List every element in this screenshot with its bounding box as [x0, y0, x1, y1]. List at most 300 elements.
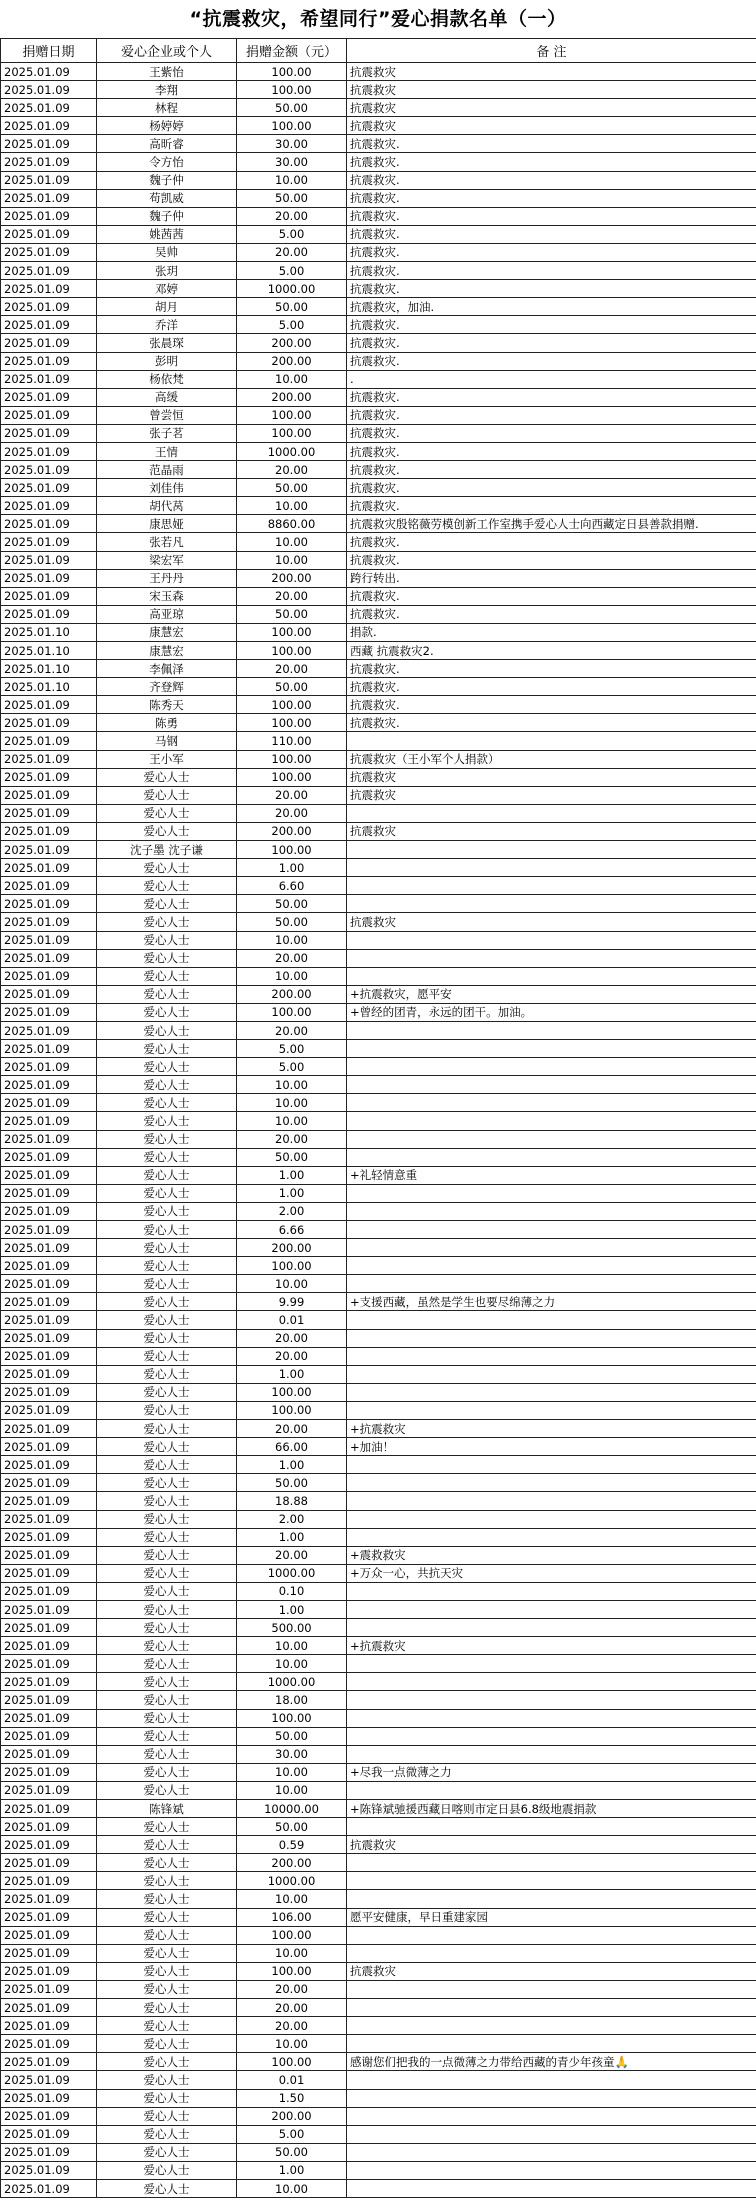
cell-date: 2025.01.09 — [1, 605, 97, 623]
cell-donor: 爱心人士 — [97, 786, 237, 804]
cell-amount: 66.00 — [237, 1438, 347, 1456]
cell-date: 2025.01.09 — [1, 1781, 97, 1799]
cell-date: 2025.01.09 — [1, 1528, 97, 1546]
cell-donor: 爱心人士 — [97, 1836, 237, 1854]
cell-amount: 200.00 — [237, 388, 347, 406]
cell-amount: 100.00 — [237, 714, 347, 732]
cell-note: +陈锋斌驰援西藏日喀则市定日县6.8级地震捐款 — [347, 1800, 756, 1818]
cell-date: 2025.01.09 — [1, 1962, 97, 1980]
cell-note: 抗震救灾. — [347, 352, 756, 370]
table-row — [1, 1781, 756, 1799]
table-row — [1, 1184, 756, 1202]
table-row — [1, 1691, 756, 1709]
table-row — [1, 822, 756, 840]
cell-date: 2025.01.09 — [1, 967, 97, 985]
cell-donor: 爱心人士 — [97, 1546, 237, 1564]
cell-donor: 爱心人士 — [97, 2143, 237, 2161]
cell-amount: 1000.00 — [237, 442, 347, 460]
cell-donor: 王情 — [97, 442, 237, 460]
cell-amount: 10.00 — [237, 1781, 347, 1799]
cell-date: 2025.01.09 — [1, 1980, 97, 1998]
cell-donor: 爱心人士 — [97, 1908, 237, 1926]
cell-amount: 100.00 — [237, 1257, 347, 1275]
cell-date: 2025.01.09 — [1, 63, 97, 81]
table-row — [1, 153, 756, 171]
cell-note: 抗震救灾. — [347, 406, 756, 424]
cell-donor: 爱心人士 — [97, 2107, 237, 2125]
cell-note — [347, 1040, 756, 1058]
table-row — [1, 949, 756, 967]
table-row — [1, 171, 756, 189]
cell-amount: 200.00 — [237, 1239, 347, 1257]
cell-amount: 10.00 — [237, 2035, 347, 2053]
cell-date: 2025.01.09 — [1, 334, 97, 352]
cell-amount: 10.00 — [237, 1112, 347, 1130]
cell-note — [347, 859, 756, 877]
cell-note — [347, 2161, 756, 2179]
cell-amount: 50.00 — [237, 895, 347, 913]
cell-donor: 爱心人士 — [97, 2071, 237, 2089]
cell-note: 抗震救灾. — [347, 153, 756, 171]
cell-donor: 爱心人士 — [97, 1130, 237, 1148]
cell-amount: 10.00 — [237, 171, 347, 189]
cell-amount: 1.00 — [237, 1600, 347, 1618]
table-row — [1, 262, 756, 280]
cell-donor: 爱心人士 — [97, 1347, 237, 1365]
cell-donor: 爱心人士 — [97, 1944, 237, 1962]
table-header — [1, 39, 756, 63]
cell-donor: 爱心人士 — [97, 1854, 237, 1872]
cell-donor: 爱心人士 — [97, 1438, 237, 1456]
table-row — [1, 298, 756, 316]
table-row — [1, 1673, 756, 1691]
table-row — [1, 243, 756, 261]
cell-date: 2025.01.09 — [1, 1329, 97, 1347]
cell-amount: 50.00 — [237, 479, 347, 497]
cell-note — [347, 1021, 756, 1039]
cell-date: 2025.01.09 — [1, 1510, 97, 1528]
cell-date: 2025.01.09 — [1, 1311, 97, 1329]
table-row — [1, 1257, 756, 1275]
cell-date: 2025.01.09 — [1, 2089, 97, 2107]
table-row — [1, 642, 756, 660]
cell-date: 2025.01.09 — [1, 1401, 97, 1419]
cell-donor: 爱心人士 — [97, 1781, 237, 1799]
cell-amount: 100.00 — [237, 750, 347, 768]
cell-amount: 10.00 — [237, 931, 347, 949]
cell-donor: 爱心人士 — [97, 1999, 237, 2017]
cell-note — [347, 1582, 756, 1600]
cell-amount: 100.00 — [237, 696, 347, 714]
cell-donor: 爱心人士 — [97, 967, 237, 985]
cell-date: 2025.01.09 — [1, 280, 97, 298]
table-row — [1, 1619, 756, 1637]
table-row — [1, 189, 756, 207]
cell-amount: 100.00 — [237, 623, 347, 641]
table-row — [1, 370, 756, 388]
cell-date: 2025.01.09 — [1, 1257, 97, 1275]
table-row — [1, 352, 756, 370]
cell-note: 抗震救灾 — [347, 1836, 756, 1854]
cell-amount: 10.00 — [237, 551, 347, 569]
cell-note: 抗震救灾. — [347, 605, 756, 623]
cell-note: 抗震救灾. — [347, 334, 756, 352]
table-row — [1, 1546, 756, 1564]
cell-date: 2025.01.10 — [1, 678, 97, 696]
table-row — [1, 1854, 756, 1872]
cell-amount: 100.00 — [237, 1926, 347, 1944]
cell-note — [347, 1239, 756, 1257]
table-row — [1, 2053, 756, 2071]
cell-note: 抗震救灾 — [347, 99, 756, 117]
cell-note: +支援西藏，虽然是学生也要尽绵薄之力 — [347, 1293, 756, 1311]
cell-date: 2025.01.09 — [1, 822, 97, 840]
cell-amount: 1000.00 — [237, 1673, 347, 1691]
cell-amount: 20.00 — [237, 243, 347, 261]
table-row — [1, 2125, 756, 2143]
cell-note — [347, 1510, 756, 1528]
cell-note — [347, 895, 756, 913]
cell-note — [347, 1112, 756, 1130]
cell-donor: 高亚琼 — [97, 605, 237, 623]
cell-amount: 200.00 — [237, 569, 347, 587]
cell-note — [347, 1890, 756, 1908]
cell-amount: 50.00 — [237, 913, 347, 931]
table-row — [1, 1908, 756, 1926]
cell-amount: 100.00 — [237, 406, 347, 424]
cell-donor: 爱心人士 — [97, 1076, 237, 1094]
cell-date: 2025.01.09 — [1, 2161, 97, 2179]
cell-note: 抗震救灾. — [347, 587, 756, 605]
cell-donor: 高昕睿 — [97, 135, 237, 153]
cell-amount: 5.00 — [237, 316, 347, 334]
table-row — [1, 569, 756, 587]
table-row — [1, 442, 756, 460]
cell-amount: 10.00 — [237, 533, 347, 551]
cell-date: 2025.01.09 — [1, 859, 97, 877]
cell-date: 2025.01.09 — [1, 1926, 97, 1944]
cell-amount: 100.00 — [237, 768, 347, 786]
cell-donor: 康慧宏 — [97, 623, 237, 641]
cell-donor: 爱心人士 — [97, 1202, 237, 1220]
cell-amount: 10.00 — [237, 1944, 347, 1962]
table-row — [1, 696, 756, 714]
cell-date: 2025.01.09 — [1, 587, 97, 605]
cell-date: 2025.01.09 — [1, 135, 97, 153]
cell-donor: 爱心人士 — [97, 1619, 237, 1637]
cell-amount: 1.00 — [237, 1456, 347, 1474]
cell-donor: 爱心人士 — [97, 931, 237, 949]
cell-donor: 张子茗 — [97, 424, 237, 442]
cell-amount: 100.00 — [237, 1962, 347, 1980]
cell-note — [347, 2071, 756, 2089]
cell-amount: 10000.00 — [237, 1800, 347, 1818]
cell-date: 2025.01.09 — [1, 786, 97, 804]
table-row — [1, 587, 756, 605]
cell-donor: 爱心人士 — [97, 2089, 237, 2107]
cell-date: 2025.01.09 — [1, 153, 97, 171]
cell-date: 2025.01.09 — [1, 750, 97, 768]
cell-date: 2025.01.09 — [1, 1582, 97, 1600]
cell-date: 2025.01.09 — [1, 2107, 97, 2125]
cell-amount: 5.00 — [237, 262, 347, 280]
cell-donor: 爱心人士 — [97, 1890, 237, 1908]
cell-amount: 100.00 — [237, 642, 347, 660]
cell-amount: 0.01 — [237, 1311, 347, 1329]
cell-note — [347, 1275, 756, 1293]
cell-date: 2025.01.09 — [1, 1347, 97, 1365]
cell-amount: 100.00 — [237, 424, 347, 442]
cell-note: 抗震救灾 — [347, 117, 756, 135]
cell-note — [347, 1854, 756, 1872]
table-row — [1, 913, 756, 931]
cell-amount: 10.00 — [237, 1094, 347, 1112]
cell-note: 抗震救灾. — [347, 678, 756, 696]
cell-date: 2025.01.09 — [1, 2143, 97, 2161]
cell-note — [347, 1058, 756, 1076]
cell-donor: 陈秀天 — [97, 696, 237, 714]
cell-note — [347, 1311, 756, 1329]
cell-amount: 20.00 — [237, 587, 347, 605]
table-row — [1, 768, 756, 786]
cell-note — [347, 877, 756, 895]
cell-donor: 爱心人士 — [97, 1872, 237, 1890]
cell-note — [347, 1492, 756, 1510]
cell-donor: 爱心人士 — [97, 2035, 237, 2053]
cell-note — [347, 967, 756, 985]
cell-note — [347, 1926, 756, 1944]
cell-date: 2025.01.09 — [1, 1383, 97, 1401]
cell-date: 2025.01.09 — [1, 1999, 97, 2017]
cell-donor: 爱心人士 — [97, 1980, 237, 1998]
table-row — [1, 424, 756, 442]
cell-donor: 爱心人士 — [97, 1311, 237, 1329]
cell-date: 2025.01.09 — [1, 1474, 97, 1492]
cell-donor: 康思娅 — [97, 515, 237, 533]
cell-amount: 50.00 — [237, 2143, 347, 2161]
cell-note — [347, 1076, 756, 1094]
cell-donor: 王丹丹 — [97, 569, 237, 587]
header-date: 捐赠日期 — [1, 39, 97, 63]
table-row — [1, 551, 756, 569]
cell-date: 2025.01.09 — [1, 696, 97, 714]
cell-amount: 200.00 — [237, 1854, 347, 1872]
cell-donor: 爱心人士 — [97, 913, 237, 931]
cell-note: 抗震救灾. — [347, 262, 756, 280]
cell-note: 抗震救灾 — [347, 822, 756, 840]
table-row — [1, 1745, 756, 1763]
cell-note — [347, 2143, 756, 2161]
cell-date: 2025.01.09 — [1, 949, 97, 967]
table-row — [1, 406, 756, 424]
table-row — [1, 1401, 756, 1419]
cell-date: 2025.01.09 — [1, 171, 97, 189]
cell-donor: 沈子墨 沈子谦 — [97, 841, 237, 859]
table-row — [1, 1492, 756, 1510]
cell-note: +礼轻情意重 — [347, 1166, 756, 1184]
table-row — [1, 1800, 756, 1818]
cell-amount: 500.00 — [237, 1619, 347, 1637]
cell-donor: 爱心人士 — [97, 949, 237, 967]
cell-date: 2025.01.10 — [1, 660, 97, 678]
cell-donor: 爱心人士 — [97, 1691, 237, 1709]
cell-amount: 50.00 — [237, 1474, 347, 1492]
cell-amount: 30.00 — [237, 1745, 347, 1763]
cell-date: 2025.01.09 — [1, 1745, 97, 1763]
table-row — [1, 1148, 756, 1166]
table-row — [1, 1094, 756, 1112]
table-row — [1, 1709, 756, 1727]
header-note: 备 注 — [347, 39, 756, 63]
cell-date: 2025.01.09 — [1, 1112, 97, 1130]
cell-donor: 爱心人士 — [97, 2179, 237, 2197]
table-row — [1, 2179, 756, 2197]
cell-date: 2025.01.09 — [1, 1130, 97, 1148]
cell-amount: 20.00 — [237, 2017, 347, 2035]
table-row — [1, 1221, 756, 1239]
cell-donor: 爱心人士 — [97, 1582, 237, 1600]
cell-amount: 5.00 — [237, 1040, 347, 1058]
cell-note — [347, 1944, 756, 1962]
cell-note — [347, 1347, 756, 1365]
cell-donor: 康慧宏 — [97, 642, 237, 660]
table-row — [1, 2143, 756, 2161]
cell-note — [347, 1818, 756, 1836]
cell-date: 2025.01.09 — [1, 804, 97, 822]
cell-date: 2025.01.09 — [1, 243, 97, 261]
table-row — [1, 1890, 756, 1908]
cell-donor: 魏子仲 — [97, 207, 237, 225]
cell-donor: 吴帅 — [97, 243, 237, 261]
cell-note — [347, 1528, 756, 1546]
cell-donor: 张若凡 — [97, 533, 237, 551]
table-body — [1, 63, 756, 2198]
cell-amount: 10.00 — [237, 2179, 347, 2197]
cell-amount: 20.00 — [237, 1329, 347, 1347]
cell-date: 2025.01.09 — [1, 1691, 97, 1709]
cell-amount: 50.00 — [237, 1818, 347, 1836]
cell-donor: 梁宏军 — [97, 551, 237, 569]
cell-donor: 王小军 — [97, 750, 237, 768]
cell-date: 2025.01.09 — [1, 1492, 97, 1510]
cell-donor: 魏子仲 — [97, 171, 237, 189]
cell-note: 跨行转出. — [347, 569, 756, 587]
table-row — [1, 1040, 756, 1058]
cell-date: 2025.01.09 — [1, 352, 97, 370]
cell-date: 2025.01.09 — [1, 768, 97, 786]
cell-donor: 爱心人士 — [97, 1040, 237, 1058]
table-row — [1, 1836, 756, 1854]
page-title: “抗震救灾，希望同行”爱心捐款名单（一） — [0, 0, 756, 38]
cell-date: 2025.01.09 — [1, 406, 97, 424]
cell-amount: 5.00 — [237, 225, 347, 243]
table-row — [1, 334, 756, 352]
cell-date: 2025.01.09 — [1, 1637, 97, 1655]
cell-donor: 邓婷 — [97, 280, 237, 298]
cell-note — [347, 1148, 756, 1166]
table-row — [1, 1980, 756, 1998]
cell-note: 抗震救灾 — [347, 786, 756, 804]
table-row — [1, 1763, 756, 1781]
table-row — [1, 1130, 756, 1148]
cell-note: . — [347, 370, 756, 388]
cell-donor: 爱心人士 — [97, 2053, 237, 2071]
cell-date: 2025.01.09 — [1, 895, 97, 913]
cell-note — [347, 1600, 756, 1618]
cell-note — [347, 804, 756, 822]
table-row — [1, 533, 756, 551]
cell-amount: 1.50 — [237, 2089, 347, 2107]
cell-amount: 0.10 — [237, 1582, 347, 1600]
cell-note — [347, 1329, 756, 1347]
table-row — [1, 895, 756, 913]
cell-note — [347, 1365, 756, 1383]
cell-amount: 2.00 — [237, 1510, 347, 1528]
cell-note: +加油！ — [347, 1438, 756, 1456]
table-row — [1, 1058, 756, 1076]
cell-amount: 1.00 — [237, 1365, 347, 1383]
cell-donor: 爱心人士 — [97, 1021, 237, 1039]
cell-date: 2025.01.09 — [1, 1221, 97, 1239]
table-row — [1, 841, 756, 859]
cell-amount: 100.00 — [237, 2053, 347, 2071]
cell-amount: 106.00 — [237, 1908, 347, 1926]
table-row — [1, 1637, 756, 1655]
cell-donor: 胡月 — [97, 298, 237, 316]
cell-amount: 20.00 — [237, 949, 347, 967]
table-row — [1, 63, 756, 81]
cell-amount: 100.00 — [237, 81, 347, 99]
table-row — [1, 2071, 756, 2089]
cell-date: 2025.01.09 — [1, 461, 97, 479]
cell-amount: 50.00 — [237, 605, 347, 623]
cell-donor: 爱心人士 — [97, 1058, 237, 1076]
cell-donor: 爱心人士 — [97, 1474, 237, 1492]
cell-donor: 杨依梵 — [97, 370, 237, 388]
cell-donor: 爱心人士 — [97, 1112, 237, 1130]
cell-donor: 爱心人士 — [97, 1221, 237, 1239]
table-row — [1, 1510, 756, 1528]
cell-donor: 爱心人士 — [97, 985, 237, 1003]
cell-note — [347, 1999, 756, 2017]
cell-donor: 爱心人士 — [97, 1329, 237, 1347]
cell-amount: 10.00 — [237, 1275, 347, 1293]
cell-date: 2025.01.09 — [1, 1094, 97, 1112]
cell-note: +万众一心，共抗天灾 — [347, 1564, 756, 1582]
cell-donor: 爱心人士 — [97, 1637, 237, 1655]
cell-amount: 50.00 — [237, 298, 347, 316]
cell-amount: 1.00 — [237, 859, 347, 877]
cell-donor: 爱心人士 — [97, 1257, 237, 1275]
cell-note: 抗震救灾 — [347, 913, 756, 931]
cell-note — [347, 931, 756, 949]
table-row — [1, 1999, 756, 2017]
cell-note — [347, 2089, 756, 2107]
cell-note: 抗震救灾. — [347, 442, 756, 460]
cell-amount: 10.00 — [237, 497, 347, 515]
cell-amount: 50.00 — [237, 1148, 347, 1166]
cell-date: 2025.01.09 — [1, 1890, 97, 1908]
table-row — [1, 2089, 756, 2107]
cell-donor: 爱心人士 — [97, 1239, 237, 1257]
table-row — [1, 1275, 756, 1293]
cell-note: 抗震救灾，加油. — [347, 298, 756, 316]
cell-note — [347, 1980, 756, 1998]
cell-date: 2025.01.09 — [1, 732, 97, 750]
cell-note: 捐款. — [347, 623, 756, 641]
table-row — [1, 1239, 756, 1257]
cell-note: +震救救灾 — [347, 1546, 756, 1564]
